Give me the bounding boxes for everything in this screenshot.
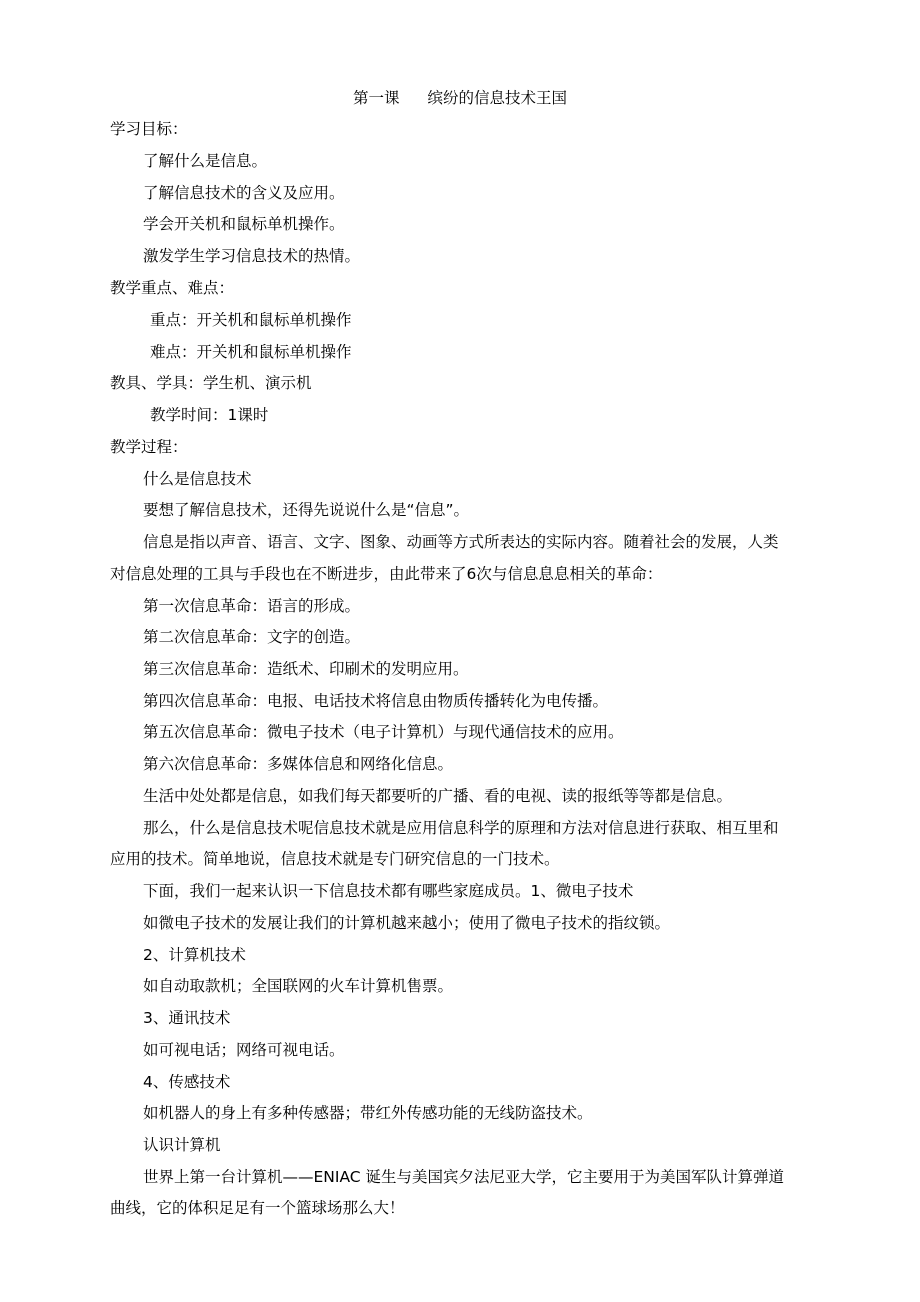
- revolution-item: 第二次信息革命：文字的创造。: [143, 628, 361, 646]
- key-points-heading: 教学重点、难点：: [110, 279, 235, 297]
- paragraph-line: 如自动取款机；全国联网的火车计算机售票。: [143, 977, 454, 995]
- objective-item: 了解信息技术的含义及应用。: [143, 184, 345, 202]
- lesson-number: 第一课: [352, 89, 400, 107]
- lesson-name: 缤纷的信息技术王国: [427, 89, 568, 107]
- member-heading: 4、传感技术: [143, 1073, 231, 1091]
- paragraph-line: 如机器人的身上有多种传感器；带红外传感功能的无线防盗技术。: [143, 1104, 593, 1122]
- page-title: [0, 88, 920, 108]
- paragraph-line: 曲线，它的体积足足有一个篮球场那么大！: [110, 1199, 405, 1217]
- objective-item: 激发学生学习信息技术的热情。: [143, 247, 361, 265]
- paragraph-line: 下面，我们一起来认识一下信息技术都有哪些家庭成员。1、微电子技术: [143, 882, 634, 900]
- section-heading-computer: 认识计算机: [143, 1136, 221, 1154]
- paragraph-line: 如可视电话；网络可视电话。: [143, 1041, 345, 1059]
- tools-line: 教具、学具：学生机、演示机: [110, 374, 312, 392]
- objectives-heading: 学习目标：: [110, 120, 188, 138]
- revolution-item: 第一次信息革命：语言的形成。: [143, 597, 361, 615]
- paragraph-line: 对信息处理的工具与手段也在不断进步，由此带来了6次与信息息息相关的革命：: [110, 565, 663, 583]
- member-heading: 3、通讯技术: [143, 1009, 231, 1027]
- paragraph-line: 如微电子技术的发展让我们的计算机越来越小；使用了微电子技术的指纹锁。: [143, 914, 671, 932]
- paragraph-line: 应用的技术。简单地说，信息技术就是专门研究信息的一门技术。: [110, 850, 560, 868]
- objective-item: 学会开关机和鼠标单机操作。: [143, 215, 345, 233]
- paragraph-line: 生活中处处都是信息，如我们每天都要听的广播、看的电视、读的报纸等等都是信息。: [143, 787, 733, 805]
- revolution-item: 第三次信息革命：造纸术、印刷术的发明应用。: [143, 660, 469, 678]
- key-point-difficulty: 难点：开关机和鼠标单机操作: [150, 343, 352, 361]
- time-line: 教学时间：1课时: [150, 406, 269, 424]
- revolution-item: 第五次信息革命：微电子技术（电子计算机）与现代通信技术的应用。: [143, 723, 624, 741]
- revolution-item: 第四次信息革命：电报、电话技术将信息由物质传播转化为电传播。: [143, 692, 609, 710]
- paragraph-line: 世界上第一台计算机——ENIAC 诞生与美国宾夕法尼亚大学，它主要用于为美国军队计算弹道: [143, 1168, 785, 1186]
- process-heading: 教学过程：: [110, 438, 188, 456]
- objective-item: 了解什么是信息。: [143, 152, 268, 170]
- revolution-item: 第六次信息革命：多媒体信息和网络化信息。: [143, 755, 454, 773]
- key-point-focus: 重点：开关机和鼠标单机操作: [150, 311, 352, 329]
- paragraph-line: 信息是指以声音、语言、文字、图象、动画等方式所表达的实际内容。随着社会的发展，人类: [143, 533, 779, 551]
- paragraph-line: 要想了解信息技术，还得先说说什么是“信息”。: [143, 501, 470, 519]
- section-heading-info-tech: 什么是信息技术: [143, 470, 252, 488]
- member-heading: 2、计算机技术: [143, 946, 246, 964]
- paragraph-line: 那么，什么是信息技术呢信息技术就是应用信息科学的原理和方法对信息进行获取、相互里和: [143, 819, 779, 837]
